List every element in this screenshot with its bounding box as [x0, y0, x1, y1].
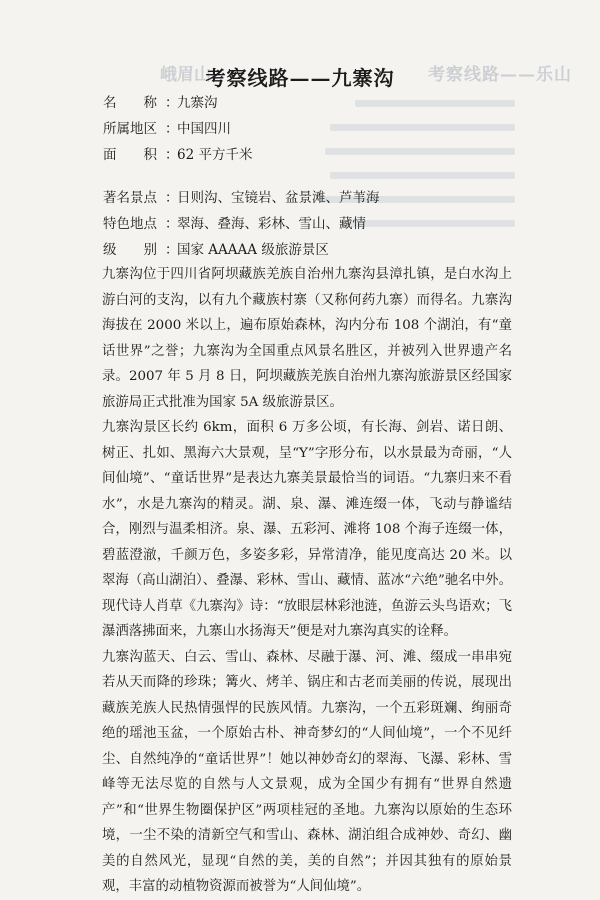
bleed-through-line — [325, 148, 515, 155]
page-title: 考察线路——九寨沟 — [205, 66, 395, 90]
bleed-through-line — [330, 172, 515, 179]
bleed-through-line — [330, 124, 515, 131]
info-label: 所属地区 — [103, 121, 157, 137]
info-label: 面 积 — [103, 147, 157, 163]
info-label: 级 别 — [103, 242, 157, 258]
info-row-region: 所属地区 ：中国四川 — [103, 121, 231, 137]
info-row-attractions: 著名景点 ：日则沟、宝镜岩、盆景滩、芦苇海 — [103, 190, 380, 206]
info-value: 国家 AAAAA 级旅游景区 — [177, 242, 329, 258]
info-value: 中国四川 — [177, 121, 231, 137]
paragraph: 九寨沟景区长约 6km，面积 6 万多公顷，有长海、剑岩、诺日朗、树正、扎如、黑海六大景观，呈“Y”字形分布，以水景最为奇丽，“人间仙境”、“童话世界”是表达九寨美景最恰当的词语。“九寨归来不看水”，水是九寨沟的精灵。湖、泉、瀑、滩连缀一体，飞动与静谧结合，刚烈与温柔相济。泉、瀑、五彩河、滩将 108 个海子连缀一体，碧蓝澄澈，千颜万色，多姿多彩，异常清净，能见度高达 20 米。以翠海（高山湖泊）、叠瀑、彩林、雪山、藏情、蓝冰“六绝”驰名中外。现代诗人肖草《九寨沟》诗：“放眼层林彩池涟，鱼游云头鸟语欢；飞瀑洒落拂面来，九寨山水扬海天”便是对九寨沟真实的诠释。 — [102, 420, 512, 639]
info-label: 特色地点 — [103, 216, 157, 232]
bleed-through-title-2: 峨眉山 — [160, 65, 211, 85]
info-row-name: 名 称 ：九寨沟 — [103, 95, 218, 111]
info-label: 著名景点 — [103, 190, 157, 206]
info-value: 翠海、叠海、彩林、雪山、藏情 — [177, 216, 366, 232]
info-row-area: 面 积 ：62 平方千米 — [103, 147, 253, 163]
paragraph: 九寨沟蓝天、白云、雪山、森林、尽融于瀑、河、滩、缀成一串串宛若从天而降的珍珠；篝火、烤羊、锅庄和古老而美丽的传说，展现出藏族羌族人民热情强悍的民族风情。九寨沟，一个五彩斑斓、绚丽奇绝的瑶池玉盆，一个原始古朴、神奇梦幻的“人间仙境”，一个不见纤尘、自然纯净的“童话世界”！她以神妙奇幻的翠海、飞瀑、彩林、雪峰等无法尽览的自然与人文景观，成为全国少有拥有“世界自然遗产”和“世界生物圈保护区”两项桂冠的圣地。九寨沟以原始的生态环境，一尘不染的清新空气和雪山、森林、湖泊组合成神妙、奇幻、幽美的自然风光，显现“自然的美，美的自然”；并因其独有的原始景观，丰富的动植物资源而被誉为“人间仙境”。 — [102, 649, 512, 894]
info-label: 名 称 — [103, 95, 157, 111]
info-row-features: 特色地点 ：翠海、叠海、彩林、雪山、藏情 — [103, 216, 366, 232]
info-row-level: 级 别 ：国家 AAAAA 级旅游景区 — [103, 242, 329, 258]
bleed-through-line — [355, 100, 515, 107]
body-text — [102, 262, 512, 900]
paragraph: 九寨沟位于四川省阿坝藏族羌族自治州九寨沟县漳扎镇，是白水沟上游白河的支沟，以有九个藏族村寨（又称何药九寨）而得名。九寨沟海拔在 2000 米以上，遍布原始森林，沟内分布 108 个湖泊，有“童话世界”之誉；九寨沟为全国重点风景名胜区，并被列入世界遗产名录。2007 年 5 月 8 日，阿坝藏族羌族自治州九寨沟旅游景区经国家旅游局正式批准为国家 5A 级旅游景区。 — [102, 267, 512, 410]
info-value: 日则沟、宝镜岩、盆景滩、芦苇海 — [177, 190, 380, 206]
info-value: 九寨沟 — [177, 95, 218, 111]
bleed-through-line — [345, 220, 515, 227]
bleed-through-title: 考察线路——乐山 — [428, 65, 572, 85]
info-value: 62 平方千米 — [177, 147, 253, 163]
